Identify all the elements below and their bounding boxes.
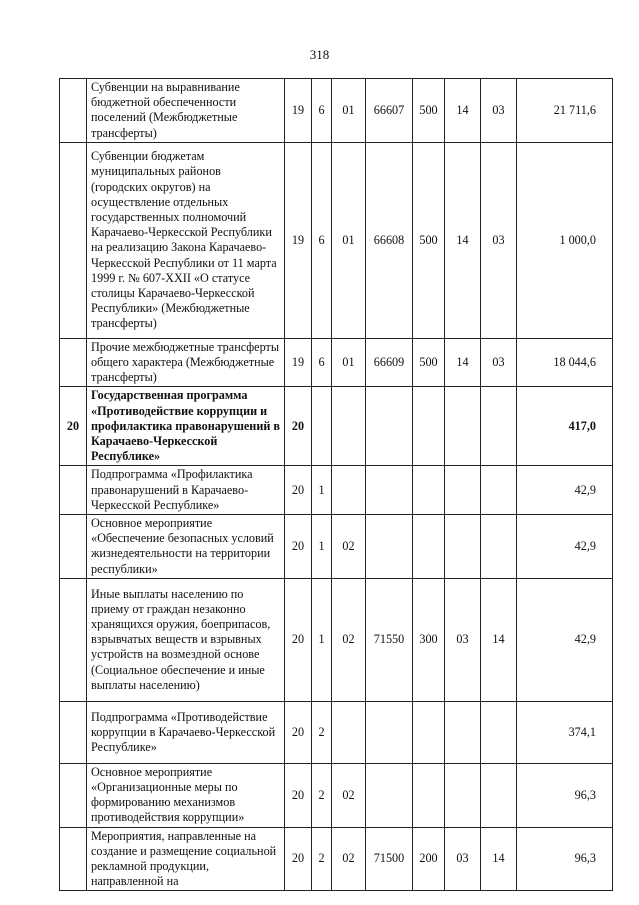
table-row	[60, 466, 613, 515]
table-row	[60, 515, 613, 579]
subprogram-code-cell	[312, 387, 332, 466]
event-code-cell: 02	[332, 763, 366, 827]
item-name-cell: Подпрограмма «Противодействие коррупции в Карачаево-Черкесской Республике»	[87, 701, 285, 763]
expense-type-cell	[413, 515, 445, 579]
section-code-cell: 14	[445, 338, 481, 387]
row-number-cell	[60, 142, 87, 338]
section-code-cell: 14	[445, 79, 481, 143]
expense-type-cell: 300	[413, 578, 445, 701]
subprogram-code-cell: 1	[312, 578, 332, 701]
section-code-cell	[445, 701, 481, 763]
section-code-cell: 03	[445, 578, 481, 701]
table-body	[60, 79, 613, 891]
event-code-cell: 02	[332, 515, 366, 579]
event-code-cell: 01	[332, 142, 366, 338]
event-code-cell	[332, 701, 366, 763]
direction-code-cell	[366, 515, 413, 579]
direction-code-cell: 66607	[366, 79, 413, 143]
item-name-cell: Прочие межбюджетные трансферты общего характера (Межбюджетные трансферты)	[87, 338, 285, 387]
program-code-cell: 20	[285, 827, 312, 891]
item-name-cell: Основное мероприятие «Обеспечение безопасных условий жизнедеятельности на территории республики»	[87, 515, 285, 579]
program-code-cell: 20	[285, 466, 312, 515]
item-name-cell: Мероприятия, направленные на создание и размещение социальной рекламной продукции, направленной на	[87, 827, 285, 891]
row-number-cell	[60, 701, 87, 763]
row-number-cell	[60, 578, 87, 701]
table-row	[60, 387, 613, 466]
section-code-cell	[445, 515, 481, 579]
event-code-cell: 01	[332, 338, 366, 387]
event-code-cell	[332, 466, 366, 515]
direction-code-cell: 71550	[366, 578, 413, 701]
event-code-cell	[332, 387, 366, 466]
item-name-cell: Иные выплаты населению по приему от граждан незаконно хранящихся оружия, боеприпасов, взрывчатых веществ и взрывных устройств на возмездной основе (Социальное обеспечение и иные выплаты населению)	[87, 578, 285, 701]
direction-code-cell	[366, 466, 413, 515]
amount-cell: 1 000,0	[517, 142, 613, 338]
amount-cell: 96,3	[517, 763, 613, 827]
direction-code-cell	[366, 387, 413, 466]
table-row	[60, 763, 613, 827]
direction-code-cell	[366, 763, 413, 827]
expense-type-cell: 500	[413, 142, 445, 338]
page-number: 318	[309, 47, 330, 62]
direction-code-cell: 71500	[366, 827, 413, 891]
item-name-cell: Государственная программа «Противодействие коррупции и профилактика правонарушений в Карачаево-Черкесской Республике»	[87, 387, 285, 466]
item-name-cell: Основное мероприятие «Организационные меры по формированию механизмов противодействия коррупции»	[87, 763, 285, 827]
amount-cell: 21 711,6	[517, 79, 613, 143]
section-code-cell	[445, 466, 481, 515]
subsection-code-cell	[481, 466, 517, 515]
program-code-cell: 19	[285, 79, 312, 143]
subsection-code-cell	[481, 387, 517, 466]
section-code-cell: 03	[445, 827, 481, 891]
table-row	[60, 142, 613, 338]
row-number-cell	[60, 338, 87, 387]
amount-cell: 18 044,6	[517, 338, 613, 387]
program-code-cell: 20	[285, 515, 312, 579]
amount-cell: 96,3	[517, 827, 613, 891]
amount-cell: 42,9	[517, 578, 613, 701]
table-row	[60, 79, 613, 143]
event-code-cell: 02	[332, 827, 366, 891]
section-code-cell	[445, 387, 481, 466]
program-code-cell: 20	[285, 763, 312, 827]
subprogram-code-cell: 2	[312, 701, 332, 763]
expense-type-cell: 500	[413, 79, 445, 143]
subprogram-code-cell: 1	[312, 515, 332, 579]
direction-code-cell: 66609	[366, 338, 413, 387]
subprogram-code-cell: 6	[312, 79, 332, 143]
direction-code-cell	[366, 701, 413, 763]
table-row	[60, 701, 613, 763]
row-number-cell: 20	[60, 387, 87, 466]
table-row	[60, 827, 613, 891]
row-number-cell	[60, 466, 87, 515]
subprogram-code-cell: 2	[312, 763, 332, 827]
row-number-cell	[60, 515, 87, 579]
subsection-code-cell: 03	[481, 142, 517, 338]
subprogram-code-cell: 6	[312, 338, 332, 387]
row-number-cell	[60, 827, 87, 891]
budget-table	[59, 78, 613, 891]
table-row	[60, 578, 613, 701]
table-row	[60, 338, 613, 387]
expense-type-cell	[413, 763, 445, 827]
event-code-cell: 02	[332, 578, 366, 701]
expense-type-cell	[413, 466, 445, 515]
subsection-code-cell	[481, 515, 517, 579]
amount-cell: 417,0	[517, 387, 613, 466]
program-code-cell: 20	[285, 701, 312, 763]
subsection-code-cell	[481, 763, 517, 827]
subsection-code-cell	[481, 701, 517, 763]
subsection-code-cell: 14	[481, 578, 517, 701]
direction-code-cell: 66608	[366, 142, 413, 338]
event-code-cell: 01	[332, 79, 366, 143]
amount-cell: 374,1	[517, 701, 613, 763]
item-name-cell: Подпрограмма «Профилактика правонарушений в Карачаево-Черкесской Республике»	[87, 466, 285, 515]
subsection-code-cell: 14	[481, 827, 517, 891]
section-code-cell: 14	[445, 142, 481, 338]
program-code-cell: 19	[285, 142, 312, 338]
row-number-cell	[60, 763, 87, 827]
section-code-cell	[445, 763, 481, 827]
amount-cell: 42,9	[517, 466, 613, 515]
row-number-cell	[60, 79, 87, 143]
subsection-code-cell: 03	[481, 338, 517, 387]
subsection-code-cell: 03	[481, 79, 517, 143]
amount-cell: 42,9	[517, 515, 613, 579]
item-name-cell: Субвенции бюджетам муниципальных районов (городских округов) на осуществление отдельных государственных полномочий Карачаево-Черкесской Республики на реализацию Закона Карачаево-Черкесской Республики от 11 марта 1999 г. № 607-XXII «О статусе столицы Карачаево-Черкесской Республики» (Межбюджетные трансферты)	[87, 142, 285, 338]
expense-type-cell	[413, 387, 445, 466]
program-code-cell: 20	[285, 387, 312, 466]
subprogram-code-cell: 1	[312, 466, 332, 515]
expense-type-cell	[413, 701, 445, 763]
expense-type-cell: 200	[413, 827, 445, 891]
item-name-cell: Субвенции на выравнивание бюджетной обеспеченности поселений (Межбюджетные трансферты)	[87, 79, 285, 143]
expense-type-cell: 500	[413, 338, 445, 387]
subprogram-code-cell: 2	[312, 827, 332, 891]
subprogram-code-cell: 6	[312, 142, 332, 338]
program-code-cell: 20	[285, 578, 312, 701]
program-code-cell: 19	[285, 338, 312, 387]
